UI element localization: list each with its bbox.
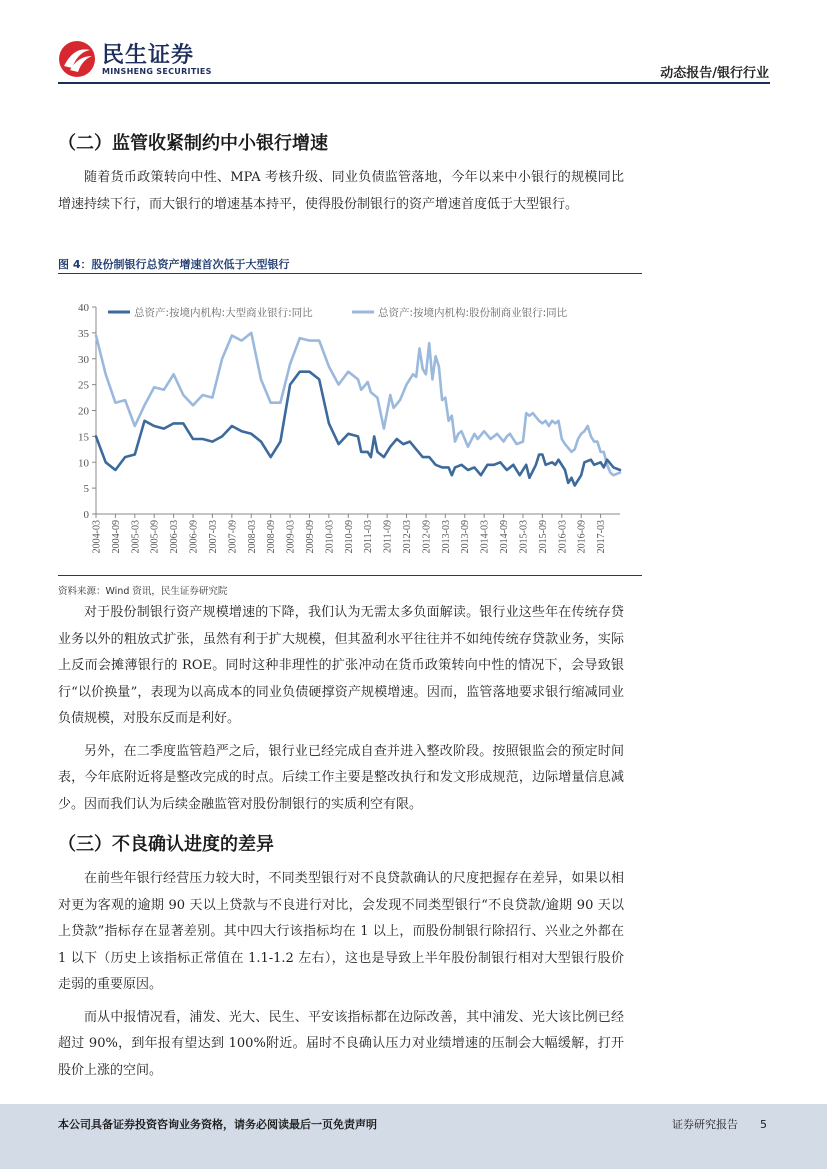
- x-tick-label: 2008-09: [266, 520, 278, 554]
- x-tick-label: 2014-09: [499, 520, 511, 554]
- paragraph-text: 而从中报情况看，浦发、光大、民生、平安该指标都在边际改善，其中浦发、光大该比例已经超过 90%，到年报有望达到 100%附近。届时不良确认压力对业绩增速的压制会大幅缓解，打开股价上涨的空间。: [58, 1009, 624, 1078]
- x-tick-label: 2010-09: [343, 520, 355, 554]
- x-tick-label: 2011-03: [363, 520, 375, 553]
- y-tick-label: 5: [83, 483, 89, 496]
- x-tick-label: 2015-09: [537, 520, 549, 554]
- footer-disclaimer: 本公司具备证券投资咨询业务资格，请务必阅读最后一页免责声明: [58, 1118, 377, 1131]
- x-tick-label: 2008-03: [246, 520, 258, 554]
- y-tick-label: 20: [78, 405, 89, 418]
- footer-band: [0, 1104, 827, 1169]
- x-tick-label: 2017-03: [596, 520, 608, 554]
- x-tick-label: 2012-03: [402, 520, 414, 554]
- x-tick-label: 2013-03: [440, 520, 452, 554]
- figure-bottom-rule: [58, 575, 642, 576]
- header-divider: [58, 82, 770, 84]
- section-title-2: （二）监管收紧制约中小银行增速: [58, 133, 328, 154]
- x-tick-label: 2007-03: [207, 520, 219, 554]
- paragraph-text: 在前些年银行经营压力较大时，不同类型银行对不良贷款确认的尺度把握存在差异，如果以相对更为客观的逾期 90 天以上贷款与不良进行对比，会发现不同类型银行“不良贷款/逾期 90 天以上贷款”指标存在显著差别。其中四大行该指标均在 1 以上，而股份制银行除招行、兴业之外都在 1 以下（历史上该指标正常值在 1.1-1.2 左右），这也是导致上半年股份制银行相对大型银行股价走弱的重要原因。: [58, 871, 624, 992]
- x-tick-label: 2011-09: [382, 520, 394, 553]
- x-tick-label: 2013-09: [460, 520, 472, 554]
- logo-text-cn: 民生证券: [102, 43, 195, 68]
- x-tick-label: 2004-03: [91, 520, 103, 554]
- y-tick-label: 25: [78, 379, 89, 392]
- section-title-3: （三）不良确认进度的差异: [58, 834, 274, 855]
- legend-label: 总资产:按境内机构:大型商业银行:同比: [134, 307, 313, 319]
- x-tick-label: 2005-03: [130, 520, 142, 554]
- section2-paragraph: [58, 165, 624, 218]
- x-tick-label: 2004-09: [110, 520, 122, 554]
- x-tick-label: 2007-09: [227, 520, 239, 554]
- footer-report-type: 证券研究报告: [672, 1118, 738, 1131]
- figure-source: 资料来源：Wind 资讯，民生证券研究院: [58, 586, 228, 597]
- series-line: [96, 372, 620, 486]
- y-tick-label: 0: [83, 509, 89, 521]
- page-header: [0, 0, 827, 90]
- x-tick-label: 2006-09: [188, 520, 200, 554]
- x-tick-label: 2010-03: [324, 520, 336, 554]
- x-tick-label: 2009-09: [304, 520, 316, 554]
- x-tick-label: 2012-09: [421, 520, 433, 554]
- logo-text-en: MINSHENG SECURITIES: [102, 67, 212, 76]
- paragraph-text: 对于股份制银行资产规模增速的下降，我们认为无需太多负面解读。银行业这些年在传统存贷业务以外的粗放式扩张，虽然有利于扩大规模，但其盈利水平往往并不如纯传统存贷款业务，实际上反而会摊薄银行的 ROE。同时这种非理性的扩张冲动在货币政策转向中性的情况下，会导致银行“以价换量”，表现为以高成本的同业负债硬撑资产规模增速。因而，监管落地要求银行缩减同业负债规模，对股东反而是利好。: [58, 605, 624, 726]
- y-tick-label: 30: [78, 353, 89, 366]
- y-tick-label: 10: [78, 457, 89, 470]
- x-tick-label: 2009-03: [285, 520, 297, 554]
- logo-mark-icon: [58, 40, 96, 78]
- y-tick-label: 40: [78, 302, 89, 314]
- y-tick-label: 35: [78, 327, 89, 340]
- company-logo: [58, 38, 218, 80]
- paragraph-text: 另外，在二季度监管趋严之后，银行业已经完成自查并进入整改阶段。按照银监会的预定时间表，今年底附近将是整改完成的时点。后续工作主要是整改执行和发文形成规范，边际增量信息减少。因而我们认为后续金融监管对股份制银行的实质利空有限。: [58, 743, 624, 812]
- page-number: 5: [760, 1118, 767, 1131]
- x-tick-label: 2015-03: [518, 520, 530, 554]
- section3-paragraphs: [58, 866, 624, 1084]
- footer-right: [672, 1116, 767, 1132]
- paragraph-text: 随着货币政策转向中性、MPA 考核升级、同业负债监管落地，今年以来中小银行的规模同比增速持续下行，而大银行的增速基本持平，使得股份制银行的资产增速首度低于大型银行。: [58, 170, 624, 212]
- y-tick-label: 15: [78, 431, 89, 444]
- x-tick-label: 2006-03: [169, 520, 181, 554]
- analysis-paragraphs: [58, 600, 624, 818]
- line-chart: [58, 292, 642, 577]
- figure-title: 图 4：股份制银行总资产增速首次低于大型银行: [58, 258, 290, 271]
- figure-top-rule: [58, 273, 642, 274]
- x-tick-label: 2016-03: [557, 520, 569, 554]
- x-tick-label: 2005-09: [149, 520, 161, 554]
- legend-label: 总资产:按境内机构:股份制商业银行:同比: [378, 307, 568, 319]
- x-tick-label: 2016-09: [576, 520, 588, 554]
- report-category: 动态报告/银行行业: [660, 66, 769, 81]
- x-tick-label: 2014-03: [479, 520, 491, 554]
